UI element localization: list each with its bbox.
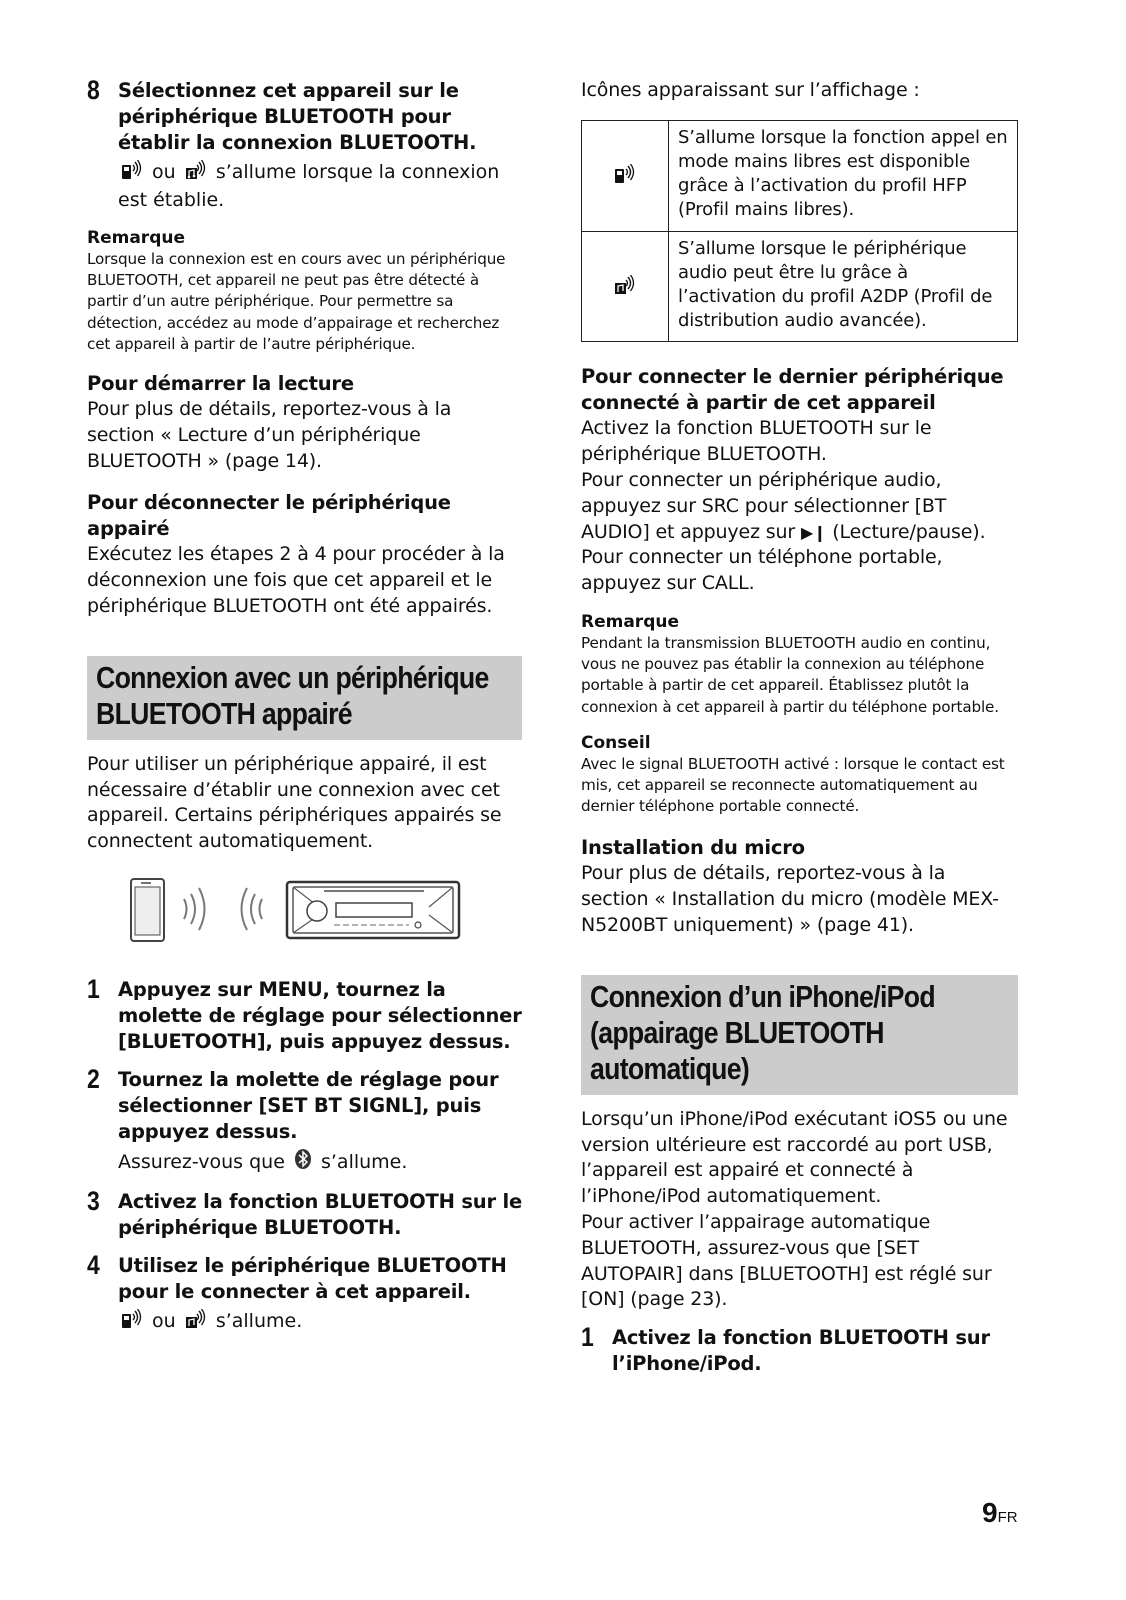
step-result: ou s’allume. <box>118 1308 522 1336</box>
note-title: Remarque <box>87 228 185 248</box>
bluetooth-icon <box>294 1148 312 1177</box>
section-heading-paired-connection: Connexion avec un périphérique BLUETOOTH appairé <box>87 656 522 740</box>
start-playback-body: Pour plus de détails, reportez-vous à la section « Lecture d’un périphérique BLUETOOTH » (page 14). <box>87 398 452 472</box>
step-1: 1 Appuyez sur MENU, tournez la molette de réglage pour sélectionner [BLUETOOTH], puis appuyez dessus. <box>87 973 522 1053</box>
icon-description: S’allume lorsque la fonction appel en mode mains libres est disponible grâce à l’activation du profil HFP (Profil mains libres). <box>669 120 1018 231</box>
icons-intro: Icônes apparaissant sur l’affichage : <box>581 79 920 101</box>
section-heading-iphone: Connexion d’un iPhone/iPod (appairage BLUETOOTH automatique) <box>581 975 1018 1095</box>
bluetooth-connection-illustration <box>129 867 522 947</box>
page-number: 9FR <box>982 1497 1018 1528</box>
phone-to-stereo-illustration <box>129 867 509 947</box>
audio-signal-icon <box>185 1309 207 1336</box>
section-intro: Pour utiliser un périphérique appairé, il est nécessaire d’établir une connexion avec cet appareil. Certains périphériques appairés se connectent automatiquement. <box>87 752 502 853</box>
disconnect-heading: Pour déconnecter le périphérique appairé <box>87 491 451 541</box>
last-device-heading: Pour connecter le dernier périphérique connecté à partir de cet appareil <box>581 365 1004 415</box>
steps-list <box>87 973 522 1336</box>
display-icons-table <box>581 120 1018 343</box>
table-row <box>582 231 1018 342</box>
step-result: ou s’allume lorsque la connexion est établie. <box>118 161 500 211</box>
tip-title: Conseil <box>581 732 651 753</box>
step-text: Sélectionnez cet appareil sur le périphérique BLUETOOTH pour établir la connexion BLUETOOTH. <box>118 79 477 154</box>
note-body: Pendant la transmission BLUETOOTH audio en continu, vous ne pouvez pas établir la connexion au téléphone portable à partir de cet appareil. Établissez plutôt la connexion à cet appareil à partir du téléphone portable. <box>581 634 999 716</box>
step-8 <box>87 75 522 213</box>
last-device-body: Activez la fonction BLUETOOTH sur le périphérique BLUETOOTH. Pour connecter un périphérique audio, appuyez sur SRC pour sélectionner [BT AUDIO] et appuyez sur ▶❙ (Lecture/pause). Pour connecter un téléphone portable, appuyez sur CALL. <box>581 417 986 595</box>
step-2: 2 Tournez la molette de réglage pour sélectionner [SET BT SIGNL], puis appuyez dessus. Assurez-vous que s’allume. <box>87 1067 522 1177</box>
audio-signal-icon <box>614 280 636 299</box>
note-body: Lorsque la connexion est en cours avec un périphérique BLUETOOTH, cet appareil ne peut pas être détecté à partir d’un autre périphérique. Pour permettre sa détection, accédez au mode d’appairage et recherchez cet appareil à partir de l’autre périphérique. <box>87 250 506 353</box>
disconnect-body: Exécutez les étapes 2 à 4 pour procéder à la déconnexion une fois que cet appareil et le périphérique BLUETOOTH ont été appairés. <box>87 543 505 617</box>
play-pause-icon: ▶❙ <box>800 522 827 542</box>
table-row <box>582 120 1018 231</box>
phone-signal-icon <box>614 169 636 188</box>
mic-heading: Installation du micro <box>581 836 805 860</box>
phone-signal-icon <box>121 160 143 187</box>
iphone-body-1: Lorsqu’un iPhone/iPod exécutant iOS5 ou une version ultérieure est raccordé au port USB, l’appareil est appairé et connecté à l’iPhone/iPod automatiquement. <box>581 1107 1008 1208</box>
right-column <box>581 78 1018 1389</box>
tip-body: Avec le signal BLUETOOTH activé : lorsque le contact est mis, cet appareil se reconnecte automatiquement au dernier téléphone portable connecté. <box>581 754 1005 816</box>
iphone-step-1: 1 Activez la fonction BLUETOOTH sur l’iPhone/iPod. <box>581 1322 990 1376</box>
mic-body: Pour plus de détails, reportez-vous à la section « Installation du micro (modèle MEX-N5200BT uniquement) » (page 41). <box>581 862 999 937</box>
start-playback-heading: Pour démarrer la lecture <box>87 372 354 396</box>
icon-description: S’allume lorsque le périphérique audio peut être lu grâce à l’activation du profil A2DP (Profil de distribution audio avancée). <box>669 231 1018 342</box>
step-3: 3 Activez la fonction BLUETOOTH sur le périphérique BLUETOOTH. <box>87 1185 522 1239</box>
left-column <box>87 75 522 1348</box>
step-number: 8 <box>87 75 99 105</box>
note-title: Remarque <box>581 612 679 632</box>
phone-signal-icon <box>121 1309 143 1336</box>
step-result: Assurez-vous que s’allume. <box>118 1148 522 1177</box>
audio-signal-icon <box>185 160 207 187</box>
iphone-body-2: Pour activer l’appairage automatique BLUETOOTH, assurez-vous que [SET AUTOPAIR] dans [BLUETOOTH] est réglé sur [ON] (page 23). <box>581 1211 992 1311</box>
step-4: 4 Utilisez le périphérique BLUETOOTH pour le connecter à cet appareil. ou s’allume. <box>87 1253 522 1336</box>
